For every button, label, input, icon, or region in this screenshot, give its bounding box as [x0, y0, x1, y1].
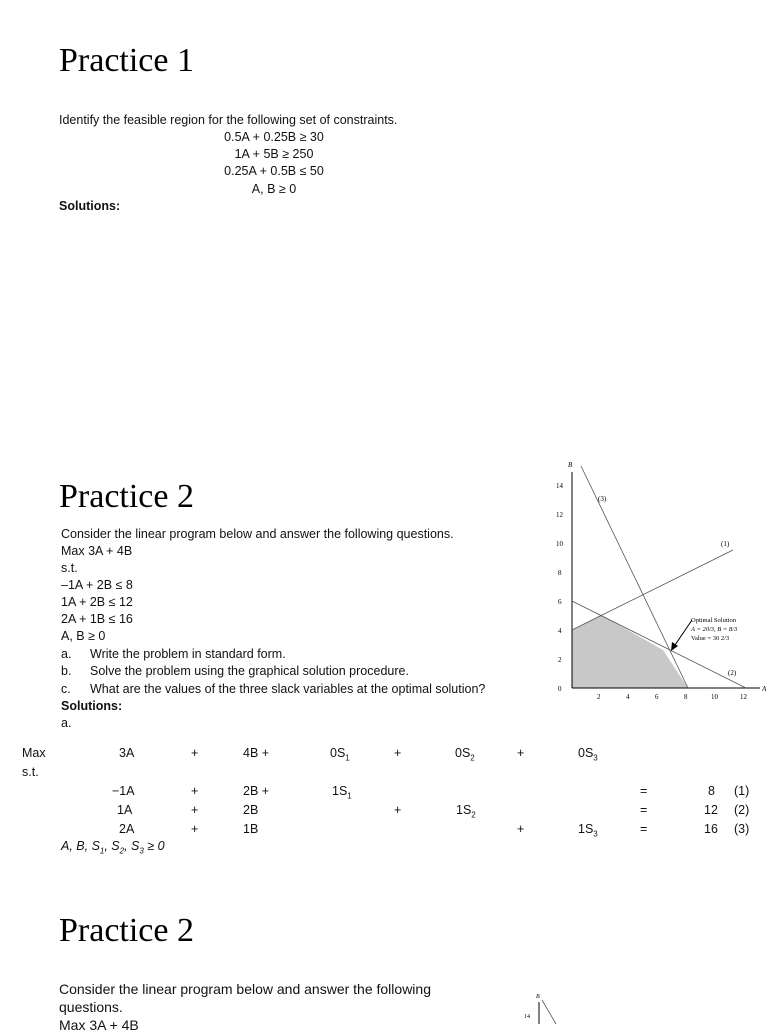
r2-plus-2: + — [394, 803, 402, 817]
obj-0s3: $0S_3$ — [578, 746, 598, 763]
feasible-region-graph — [548, 458, 768, 703]
r2-eq: = — [640, 803, 648, 817]
question-b-letter: b. — [61, 664, 72, 678]
ytick-2: 2 — [558, 656, 562, 664]
question-c-text: What are the values of the three slack variables at the optimal solution? — [90, 682, 486, 696]
practice-1-intro: Identify the feasible region for the following set of constraints. — [59, 113, 398, 127]
obj-0s1: $0S_1$ — [330, 746, 350, 763]
practice-2-solutions-label: Solutions: — [61, 699, 123, 713]
constraint-3: 0.25A + 0.5B ≤ 50 — [224, 164, 324, 178]
constraint-2: 1A + 5B ≥ 250 — [234, 147, 314, 161]
ytick-0: 0 — [558, 685, 562, 693]
ytick-4: 4 — [558, 627, 562, 635]
question-b-text: Solve the problem using the graphical solution procedure. — [90, 664, 409, 678]
xtick-12: 12 — [740, 693, 747, 701]
p2-constraint-2: 1A + 2B ≤ 12 — [61, 595, 133, 609]
r3-plus-2: + — [517, 822, 525, 836]
r2-plus: + — [191, 803, 199, 817]
p3-intro-1: Consider the linear program below and answer the following — [59, 981, 431, 997]
second-graph-axis-b: B — [536, 994, 540, 1000]
practice-1-solutions-label: Solutions: — [59, 199, 121, 213]
xtick-10: 10 — [711, 693, 718, 701]
r3-plus: + — [191, 822, 199, 836]
r3-eq: = — [640, 822, 648, 836]
r3-rhs: 16 — [704, 822, 718, 836]
r3-b: 1B — [243, 822, 259, 836]
r1-s1: $1S_1$ — [332, 784, 352, 801]
second-graph-fragment — [520, 988, 580, 1024]
obj-plus-2: + — [394, 746, 402, 760]
r1-eq: = — [640, 784, 648, 798]
constraint-nonneg: A, B ≥ 0 — [251, 182, 297, 196]
p3-objective: Max 3A + 4B — [59, 1017, 139, 1033]
p2-st: s.t. — [61, 561, 78, 575]
r2-s2: $1S_2$ — [456, 803, 476, 820]
ytick-12: 12 — [556, 511, 563, 519]
st-label: s.t. — [22, 765, 39, 779]
r1-label: (1) — [734, 784, 750, 798]
obj-0s2: $0S_2$ — [455, 746, 475, 763]
label-constraint-2: (2) — [728, 669, 737, 677]
r1-rhs: 8 — [708, 784, 715, 798]
r2-label: (2) — [734, 803, 750, 817]
part-a-label: a. — [61, 716, 72, 730]
practice-2-heading-repeat: Practice 2 — [59, 912, 194, 949]
p2-objective: Max 3A + 4B — [61, 544, 133, 558]
optimal-annotation-1: Optimal Solution — [691, 617, 736, 624]
ytick-10: 10 — [556, 540, 563, 548]
p2-nonneg: A, B ≥ 0 — [61, 629, 106, 643]
question-a-letter: a. — [61, 647, 72, 661]
p2-constraint-3: 2A + 1B ≤ 16 — [61, 612, 133, 626]
label-constraint-1: (1) — [721, 540, 730, 548]
r2-b: 2B — [243, 803, 259, 817]
p2-constraint-1: –1A + 2B ≤ 8 — [61, 578, 133, 592]
nonneg-row: A, B, $S_1$, $S_2$, $S_3 \ge 0$ — [61, 839, 165, 856]
ytick-14: 14 — [556, 482, 563, 490]
axis-b-label: B — [568, 461, 573, 469]
second-graph-line — [542, 1000, 556, 1024]
r1-plus: + — [191, 784, 199, 798]
axis-a-label: A — [762, 685, 767, 693]
obj-4b: 4B + — [243, 746, 270, 760]
constraint-1: 0.5A + 0.25B ≥ 30 — [224, 130, 324, 144]
obj-plus-1: + — [191, 746, 199, 760]
optimal-annotation-2: A = 20/3, B = 8/3 — [691, 626, 738, 633]
practice-1-heading: Practice 1 — [59, 42, 194, 79]
xtick-2: 2 — [597, 693, 601, 701]
max-label: Max — [22, 746, 46, 760]
r3-s3: $1S_3$ — [578, 822, 598, 839]
obj-3a: 3A — [119, 746, 135, 760]
r2-rhs: 12 — [704, 803, 718, 817]
xtick-8: 8 — [684, 693, 688, 701]
p3-intro-2: questions. — [59, 999, 123, 1015]
practice-2-heading: Practice 2 — [59, 478, 194, 515]
label-constraint-3: (3) — [598, 495, 607, 503]
optimal-annotation-3: Value = 30 2/3 — [691, 635, 730, 642]
r3-label: (3) — [734, 822, 750, 836]
question-a-text: Write the problem in standard form. — [90, 647, 286, 661]
xtick-4: 4 — [626, 693, 630, 701]
p2-line-intro: Consider the linear program below and answer the following questions. — [61, 527, 454, 541]
r1-b: 2B + — [243, 784, 270, 798]
optimal-arrow-head — [671, 642, 678, 651]
ytick-8: 8 — [558, 569, 562, 577]
optimal-arrow — [673, 620, 692, 648]
xtick-6: 6 — [655, 693, 659, 701]
ytick-6: 6 — [558, 598, 562, 606]
question-c-letter: c. — [61, 682, 71, 696]
second-graph-ytick-14: 14 — [524, 1014, 530, 1020]
r2-a: 1A — [117, 803, 133, 817]
obj-plus-3: + — [517, 746, 525, 760]
r1-a: −1A — [112, 784, 135, 798]
r3-a: 2A — [119, 822, 135, 836]
